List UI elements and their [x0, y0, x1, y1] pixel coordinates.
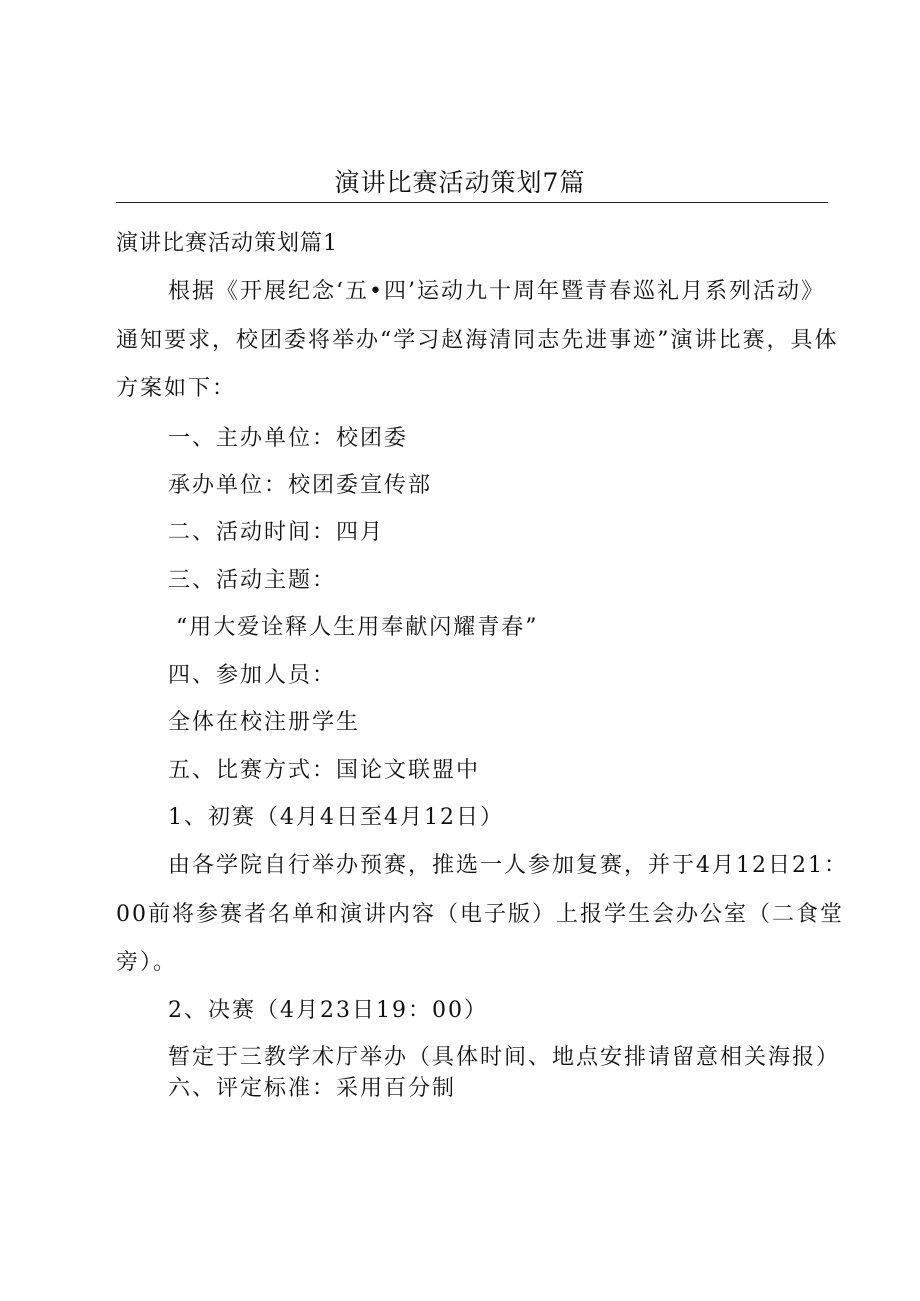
final-round-heading: 2、决赛（4月23日19：00）	[168, 998, 488, 1023]
activity-theme-text: “用大爱诠释人生用奉献闪耀青春”	[176, 615, 539, 640]
preliminary-round-heading: 1、初赛（4月4日至4月12日）	[168, 805, 504, 830]
participants-text: 全体在校注册学生	[168, 710, 361, 735]
paragraph-line: 由各学院自行举办预赛，推选一人参加复赛，并于4月12日21：	[168, 853, 848, 878]
competition-format-heading: 五、比赛方式：国论文联盟中	[168, 758, 481, 783]
final-round-text: 暂定于三教学术厅举办（具体时间、地点安排请留意相关海报）	[168, 1045, 841, 1070]
document-title: 演讲比赛活动策划7篇	[334, 168, 586, 197]
organizer-line: 一、主办单位：校团委	[168, 426, 409, 451]
paragraph-line: 旁）。	[116, 950, 178, 975]
participants-heading: 四、参加人员：	[168, 663, 337, 688]
co-organizer-line: 承办单位：校团委宣传部	[168, 473, 433, 498]
activity-theme-heading: 三、活动主题：	[168, 568, 337, 593]
paragraph-line: 根据《开展纪念‘五•四’运动九十周年暨青春巡礼月系列活动》	[168, 279, 825, 304]
paragraph-line: 00前将参赛者名单和演讲内容（电子版）上报学生会办公室（二食堂	[116, 902, 844, 927]
paragraph-line: 通知要求，校团委将举办“学习赵海清同志先进事迹”演讲比赛，具体	[116, 328, 839, 353]
section-heading: 演讲比赛活动策划篇1	[116, 231, 338, 256]
title-underline	[116, 202, 828, 203]
paragraph-line: 方案如下：	[116, 376, 237, 401]
activity-time-line: 二、活动时间：四月	[168, 520, 385, 545]
judging-standard-line: 六、评定标准：采用百分制	[168, 1076, 457, 1101]
